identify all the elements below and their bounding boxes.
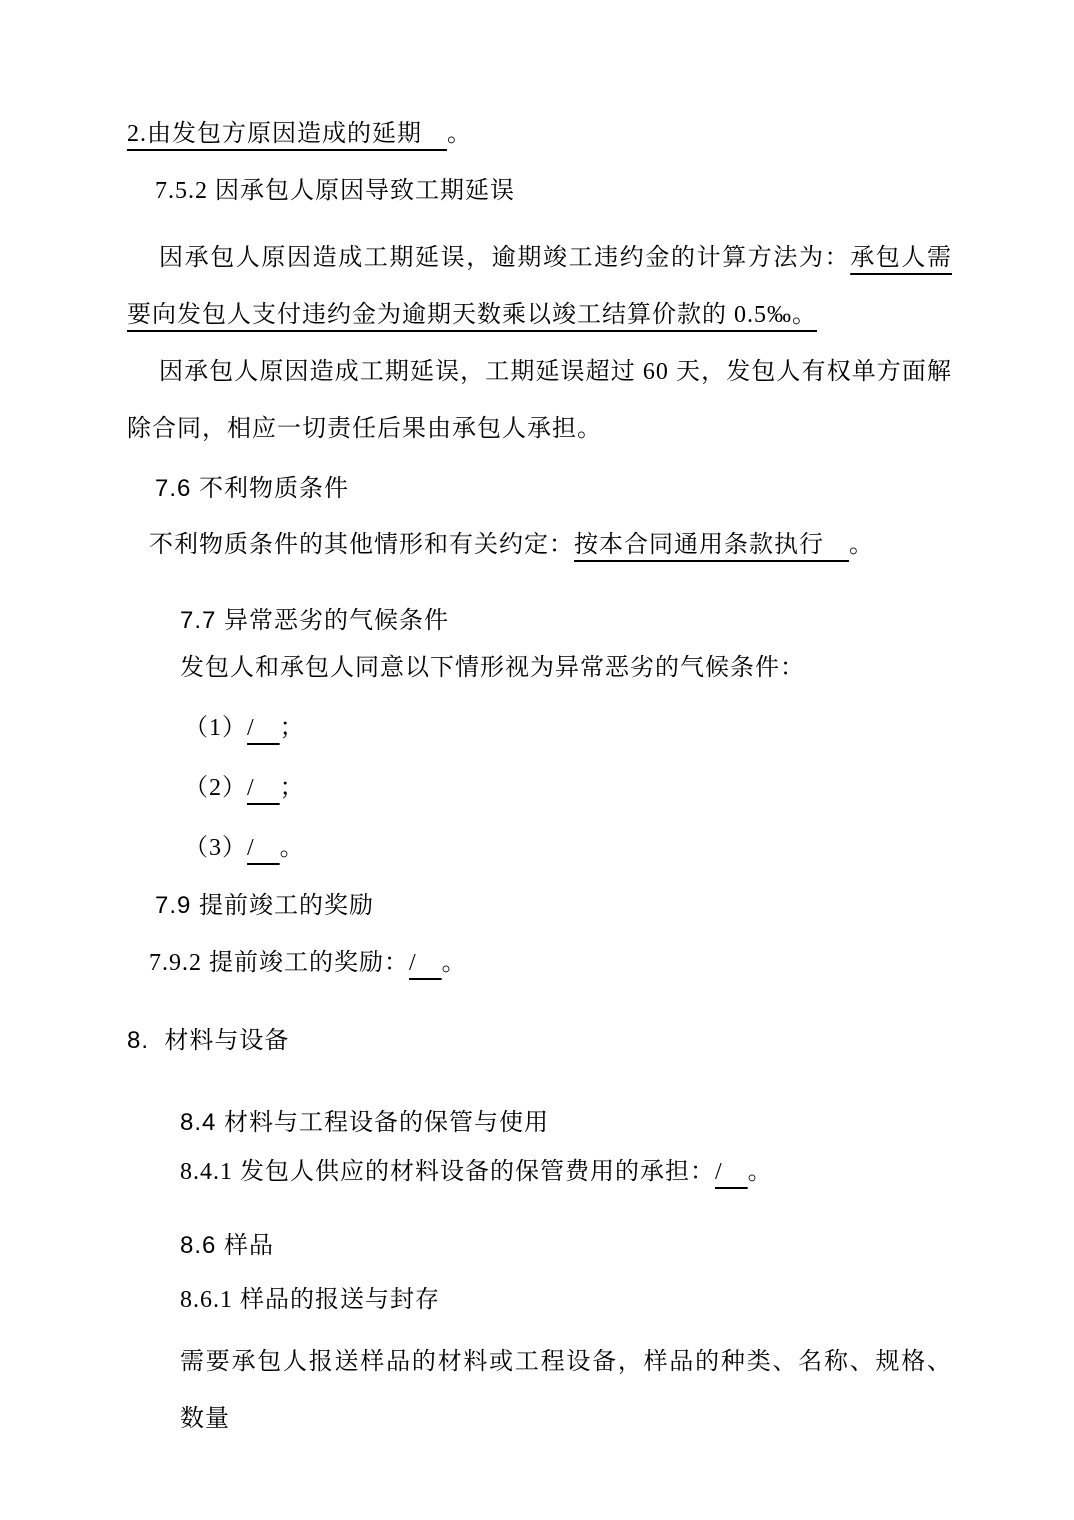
para-8-4-1-normal: 8.4.1 发包人供应的材料设备的保管费用的承担：: [180, 1159, 715, 1185]
section-7-9-title: 7.9 提前竣工的奖励: [155, 892, 375, 919]
clause-2-owner-delay: [127, 106, 952, 163]
section-8-title: 8. 材料与设备: [127, 1027, 290, 1054]
para-7-6-normal: 不利物质条件的其他情形和有关约定：: [149, 532, 574, 558]
weather-item-3-label: （3）: [184, 835, 247, 861]
weather-item-2-tail: ；: [279, 775, 305, 801]
para-7-6-underlined: 按本合同通用条款执行: [574, 532, 849, 558]
weather-item-2-label: （2）: [184, 775, 247, 801]
section-7-7-title: 7.7 异常恶劣的气候条件: [180, 607, 450, 634]
section-7-5-2-title: 7.5.2 因承包人原因导致工期延误: [155, 178, 515, 204]
para-7-9-2: [149, 935, 952, 992]
para-7-6-period: 。: [849, 532, 874, 558]
weather-item-1: [184, 700, 952, 757]
weather-item-2: [184, 760, 952, 817]
weather-item-3-blank: /: [247, 835, 280, 861]
weather-item-1-tail: ；: [279, 715, 305, 741]
clause-2-period: 。: [447, 121, 472, 147]
para-8-4-1-blank: /: [715, 1159, 748, 1185]
weather-item-2-blank: /: [247, 775, 280, 801]
para-8-4-1: [180, 1144, 952, 1201]
para-7-9-2-blank: /: [409, 950, 442, 976]
section-8-6-title: 8.6 样品: [180, 1232, 275, 1259]
contract-clauses: [127, 106, 952, 1448]
para-delay-termination: 因承包人原因造成工期延误，工期延误超过 60 天，发包人有权单方面解除合同，相应一切责任后果由承包人承担。: [127, 359, 952, 442]
para-7-6: [149, 517, 952, 574]
para-7-9-2-period: 。: [441, 950, 467, 976]
para-delay-penalty-normal: 因承包人原因造成工期延误，逾期竣工违约金的计算方法为：: [159, 245, 851, 271]
weather-item-1-blank: /: [247, 715, 280, 741]
para-delay-penalty-underlined: 承包人需要向发包人支付违约金为逾期天数乘以竣工结算价款的 0.5‰。: [127, 245, 953, 328]
para-8-6-1-title: 8.6.1 样品的报送与封存: [180, 1287, 440, 1313]
weather-item-3-tail: 。: [279, 835, 305, 861]
weather-item-1-label: （1）: [184, 715, 247, 741]
para-8-4-1-period: 。: [747, 1159, 773, 1185]
para-sample-requirements: 需要承包人报送样品的材料或工程设备，样品的种类、名称、规格、数量: [180, 1349, 952, 1432]
section-7-6-title: 7.6 不利物质条件: [155, 475, 350, 502]
section-8-4-title: 8.4 材料与工程设备的保管与使用: [180, 1109, 550, 1136]
clause-2-underlined-text: 2.由发包方原因造成的延期: [127, 121, 447, 147]
weather-item-3: [184, 820, 952, 877]
para-delay-penalty: [127, 230, 952, 344]
para-7-7-intro: 发包人和承包人同意以下情形视为异常恶劣的气候条件：: [180, 655, 805, 681]
para-7-9-2-normal: 7.9.2 提前竣工的奖励：: [149, 950, 409, 976]
